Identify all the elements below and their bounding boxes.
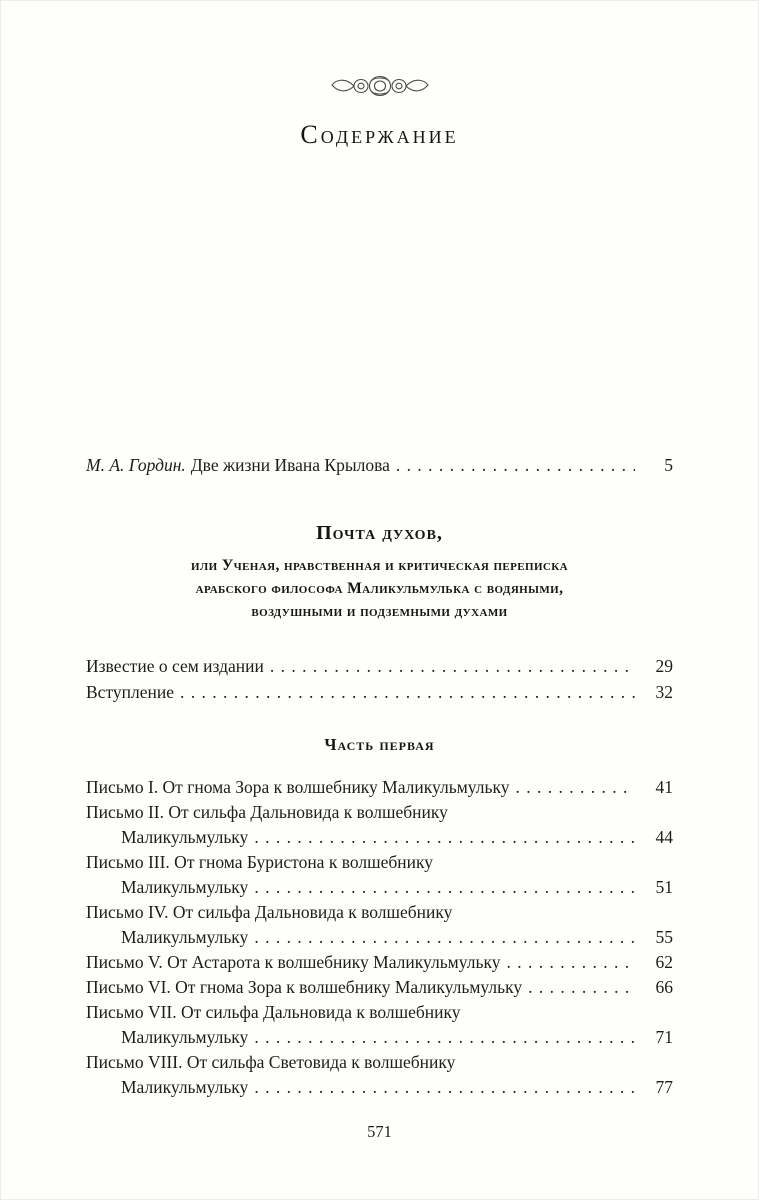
entry-title: Письмо VII. От сильфа Дальновида к волшебнику (86, 1002, 461, 1022)
section-heading-line: Почта духов, (316, 522, 443, 544)
dot-leader (180, 679, 635, 705)
entry-page-number: 44 (655, 827, 673, 847)
toc-entry-continuation (86, 825, 673, 850)
dot-leader (254, 1025, 635, 1050)
toc-entry-continuation (86, 925, 673, 950)
entry-page-number: 32 (655, 682, 673, 702)
toc-entry (86, 1000, 673, 1025)
dot-leader (254, 875, 635, 900)
toc-entry (86, 800, 673, 825)
dot-leader (254, 825, 635, 850)
toc-entry (86, 975, 673, 1000)
entry-page-number: 71 (655, 1027, 673, 1047)
entry-title: Письмо III. От гнома Буристона к волшебнику (86, 852, 433, 872)
entry-title: Письмо IV. От сильфа Дальновида к волшебнику (86, 902, 453, 922)
toc-entry (86, 679, 673, 705)
part-heading: Часть первая (324, 735, 435, 754)
dot-leader (528, 975, 635, 1000)
dot-leader (254, 925, 635, 950)
letters-list (86, 775, 673, 1100)
dot-leader (506, 950, 635, 975)
entry-title: Две жизни Ивана Крылова (190, 455, 390, 475)
entry-page-number: 29 (655, 656, 673, 676)
toc-entry (86, 850, 673, 875)
dot-leader (516, 775, 636, 800)
toc-entry-continuation (86, 875, 673, 900)
entry-title-continuation: Маликульмульку (121, 827, 249, 847)
entry-title: Письмо VI. От гнома Зора к волшебнику Маликульмульку (86, 977, 523, 997)
front-entries (86, 653, 673, 705)
entry-page-number: 66 (655, 977, 673, 997)
toc-entry (86, 775, 673, 800)
entry-title-continuation: Маликульмульку (121, 1077, 249, 1097)
entry-page-number: 5 (664, 455, 673, 475)
entry-title: Письмо V. От Астарота к волшебнику Маликульмульку (86, 952, 501, 972)
page-title: Содержание (300, 120, 459, 149)
folio-page-number: 571 (367, 1122, 392, 1141)
section-heading-line: арабского философа Маликульмулька с водяными, (195, 580, 564, 597)
entry-title: Известие о сем издании (86, 656, 264, 676)
entry-page-number: 62 (655, 952, 673, 972)
toc-content (0, 120, 759, 1100)
entry-page-number: 55 (655, 927, 673, 947)
entry-page-number: 51 (655, 877, 673, 897)
toc-entry (86, 900, 673, 925)
toc-entry (86, 653, 673, 679)
entry-title-continuation: Маликульмульку (121, 927, 249, 947)
dot-leader (254, 1075, 635, 1100)
section-heading-line: воздушными и подземными духами (251, 603, 508, 620)
toc-entry (86, 950, 673, 975)
entry-page-number: 41 (655, 777, 673, 797)
entry-title-continuation: Маликульмульку (121, 1027, 249, 1047)
toc-entry-continuation (86, 1025, 673, 1050)
entry-title: Письмо I. От гнома Зора к волшебнику Маликульмульку (86, 777, 510, 797)
entry-page-number: 77 (655, 1077, 673, 1097)
section-heading (86, 522, 673, 623)
section-heading-line: или Ученая, нравственная и критическая переписка (191, 557, 568, 574)
dot-leader (270, 653, 635, 679)
fleuron-ornament-icon (330, 72, 430, 100)
toc-entry (86, 1050, 673, 1075)
entry-title: Письмо VIII. От сильфа Световида к волшебнику (86, 1052, 456, 1072)
toc-entry (86, 452, 673, 478)
entry-title-continuation: Маликульмульку (121, 877, 249, 897)
toc-entry-continuation (86, 1075, 673, 1100)
entry-title: Вступление (86, 682, 174, 702)
entry-text (86, 452, 390, 478)
dot-leader (396, 452, 635, 478)
entry-title: Письмо II. От сильфа Дальновида к волшебнику (86, 802, 448, 822)
entry-author: М. А. Гордин. (86, 455, 186, 475)
